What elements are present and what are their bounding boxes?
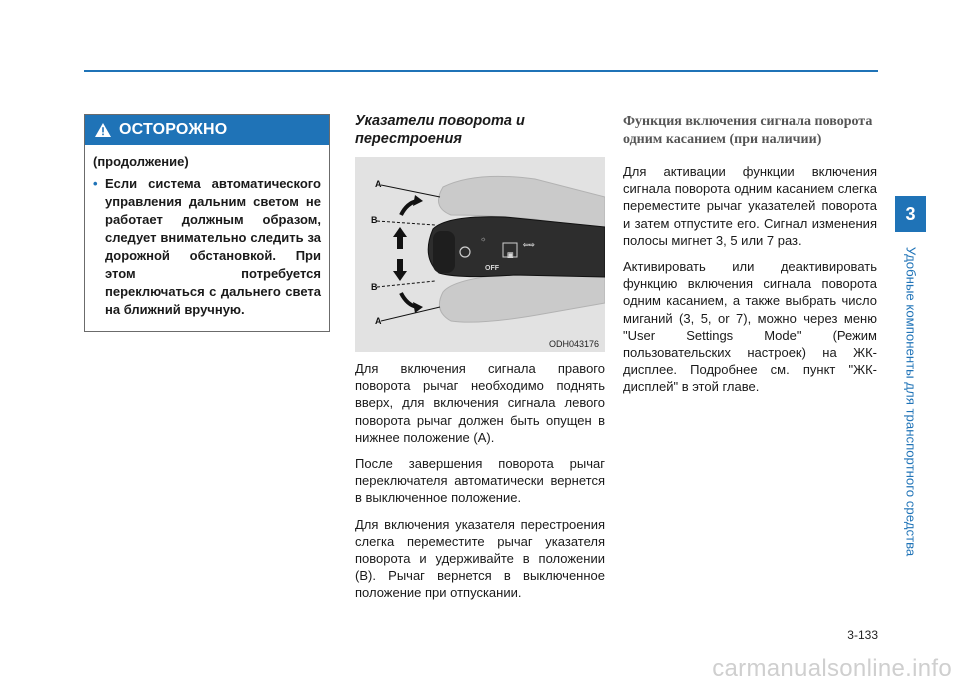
chapter-number: 3 <box>905 203 916 224</box>
watermark: carmanualsonline.info <box>712 655 952 682</box>
svg-text:OFF: OFF <box>485 265 499 272</box>
header-rule <box>84 70 878 72</box>
chapter-title-text: Удобные компоненты для транспортного средства <box>903 246 919 556</box>
paragraph: Для включения сигнала правого поворота рычаг необходимо поднять вверх, для включения сигнала левого поворота рычаг должен быть опущен в нижнее положение (A). <box>355 361 605 445</box>
turn-signal-lever-illustration <box>355 157 605 352</box>
paragraph: Активировать или деактивировать функцию включения сигнала поворота одним касанием, а также выбрать число миганий (3, 5, or 7), можно через меню "User Settings Mode" (Режим пользовательских настроек) на ЖК-дисплее. Подробнее см. пункт "ЖК-дисплей" в этой главе. <box>623 259 877 395</box>
warning-box <box>84 114 330 332</box>
warning-triangle-icon <box>95 123 111 137</box>
figure-caption: ODH043176 <box>548 339 599 349</box>
svg-text:☼: ☼ <box>480 236 487 243</box>
bullet-icon: • <box>93 176 98 191</box>
warning-item-text: Если система автоматического управления дальним светом не работает должным образом, следует внимательно следить за дорожной обстановкой. При этом потребуется переключаться с дальнего света на ближний вручную. <box>105 176 321 317</box>
section-title-turn-signals: Указатели поворота и перестроения <box>355 113 525 147</box>
label-b-bottom: B <box>371 282 378 292</box>
paragraph: После завершения поворота рычаг переключателя автоматически вернется в выключенное положение. <box>355 456 605 506</box>
paragraph: Для активации функции включения сигнала поворота одним касанием слегка переместите рычаг указателей поворота и затем отпустите его. Сигнал изменения полосы мигнет 3, 5 или 7 раз. <box>623 164 877 248</box>
svg-text:⇦⇨: ⇦⇨ <box>523 242 535 249</box>
warning-header <box>85 115 329 145</box>
svg-text:▣: ▣ <box>507 252 514 259</box>
chapter-tab <box>895 196 926 232</box>
warning-body <box>85 145 329 319</box>
section-title-one-touch: Функция включения сигнала поворота одним касанием (при наличии) <box>623 114 873 147</box>
warning-list-item <box>93 175 321 319</box>
warning-title: ОСТОРОЖНО <box>119 121 228 138</box>
label-b-top: B <box>371 215 378 225</box>
page-number: 3-133 <box>847 628 878 642</box>
turn-signal-description <box>355 360 605 611</box>
chapter-title <box>900 238 922 564</box>
lever-figure <box>355 157 605 352</box>
label-a-bottom: A <box>375 316 382 326</box>
one-touch-description <box>623 163 877 405</box>
label-a-top: A <box>375 179 382 189</box>
warning-continued: (продолжение) <box>93 154 189 169</box>
paragraph: Для включения указателя перестроения слегка переместите рычаг указателя поворота и удерживайте в положении (B). Рычаг вернется в выключенное положение при отпускании. <box>355 516 605 601</box>
